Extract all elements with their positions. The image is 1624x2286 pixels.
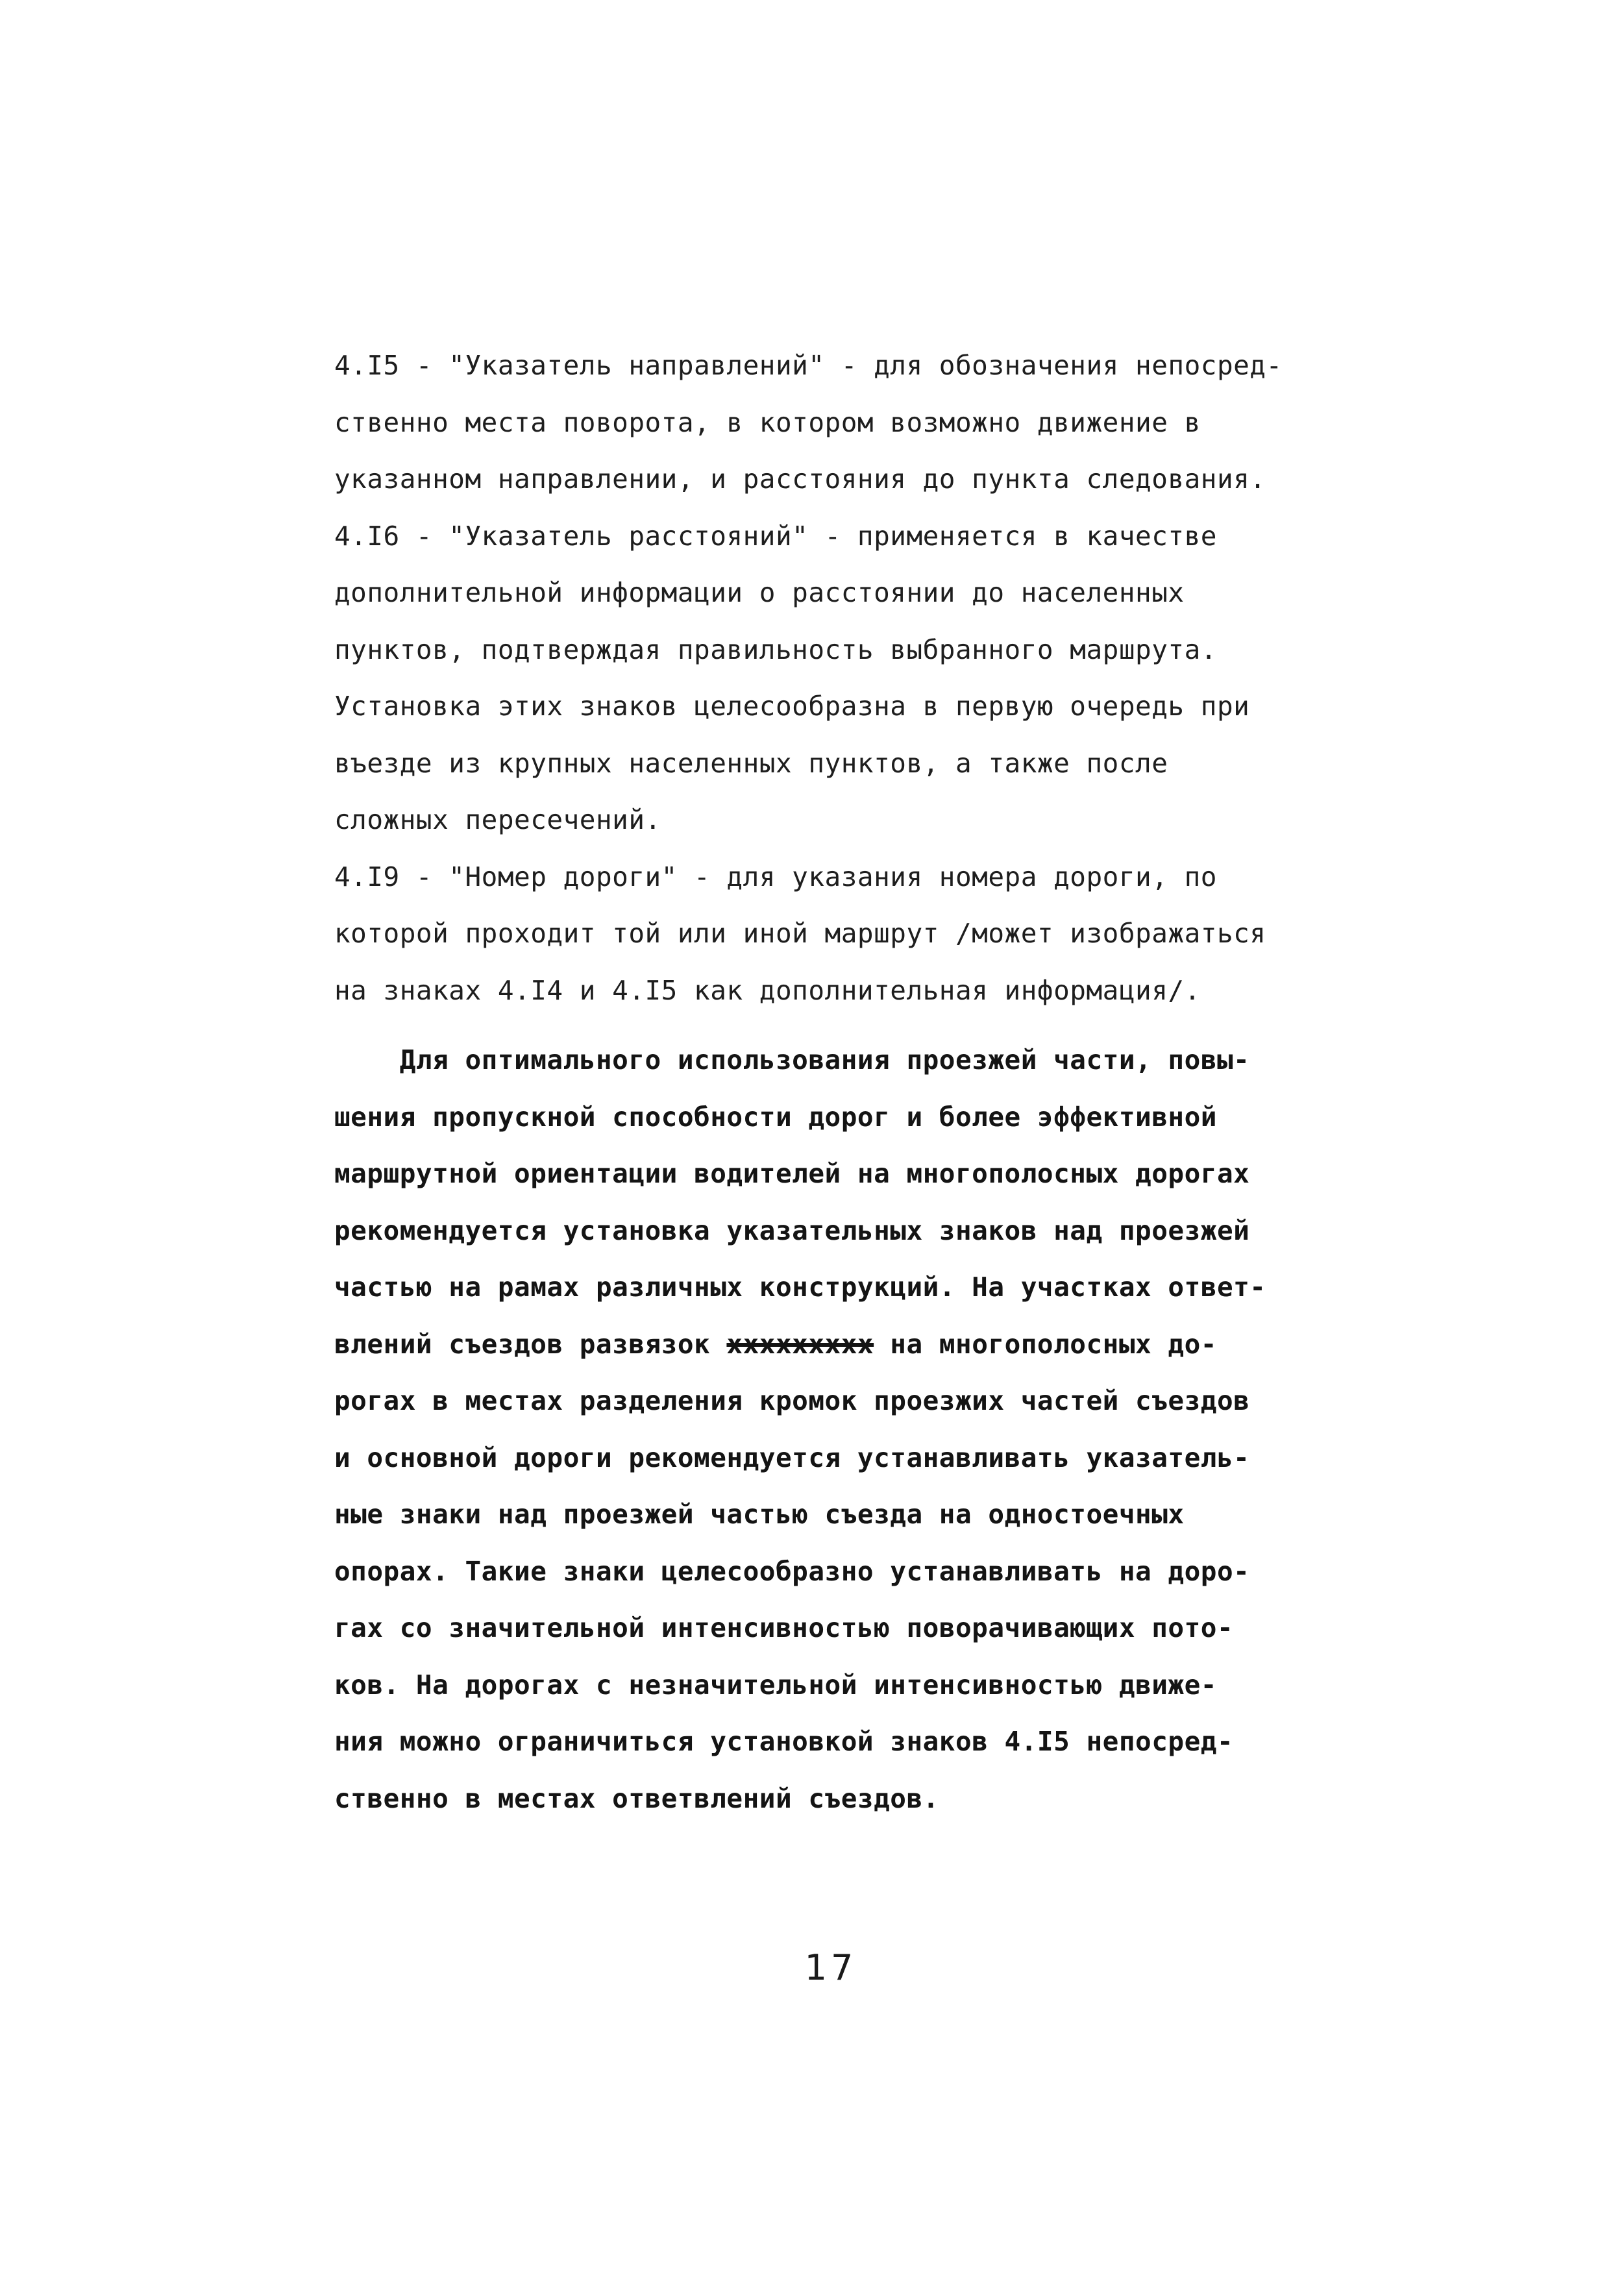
text-line: шения пропускной способности дорог и более эффективной [334, 1101, 1217, 1133]
text-line: ственно в местах ответвлений съездов. [334, 1782, 939, 1814]
text-line: указанном направлении, и расстояния до пункта следования. [334, 463, 1266, 495]
text-line: на знаках 4.I4 и 4.I5 как дополнительная информация/. [334, 974, 1201, 1006]
text-line: и основной дороги рекомендуется устанавливать указатель- [334, 1442, 1250, 1473]
text-line: въезде из крупных населенных пунктов, а также после [334, 747, 1168, 779]
text-line: рогах в местах разделения кромок проезжих частей съездов [334, 1385, 1250, 1416]
page-number: 17 [804, 1947, 857, 1988]
text-line: сложных пересечений. [334, 804, 661, 835]
text-fragment: влений съездов развязок [334, 1328, 727, 1360]
text-line: рекомендуется установка указательных знаков над проезжей [334, 1214, 1250, 1246]
text-line: ственно места поворота, в котором возможно движение в [334, 406, 1201, 438]
text-line: гах со значительной интенсивностью поворачивающих пото- [334, 1612, 1234, 1643]
text-line: пунктов, подтверждая правильность выбранного маршрута. [334, 633, 1217, 665]
text-line: опорах. Такие знаки целесообразно устанавливать на доро- [334, 1555, 1250, 1587]
text-line: ния можно ограничиться установкой знаков 4.I5 непосред- [334, 1726, 1234, 1757]
text-line: частью на рамах различных конструкций. На участках ответ- [334, 1272, 1266, 1303]
text-line: ков. На дорогах с незначительной интенсивностью движе- [334, 1669, 1217, 1701]
definitions-section [334, 338, 1360, 1019]
text-line-with-strikeout [334, 1316, 1360, 1373]
text-line: которой проходит той или иной маршрут /может изображаться [334, 918, 1266, 949]
text-line: дополнительной информации о расстоянии до населенных [334, 577, 1185, 608]
text-line: 4.I6 - "Указатель расстояний" - применяется в качестве [334, 520, 1217, 552]
text-fragment: на многополосных до- [874, 1328, 1217, 1360]
text-line: 4.I9 - "Номер дороги" - для указания номера дороги, по [334, 861, 1217, 892]
text-line: ные знаки над проезжей частью съезда на одностоечных [334, 1499, 1185, 1530]
text-line: Установка этих знаков целесообразна в первую очередь при [334, 691, 1250, 722]
recommendation-paragraph [334, 1032, 1360, 1827]
text-line: 4.I5 - "Указатель направлений" - для обозначения непосред- [334, 350, 1283, 381]
text-line: Для оптимального использования проезжей части, повы- [334, 1044, 1250, 1075]
text-line: маршрутной ориентации водителей на многополосных дорогах [334, 1158, 1250, 1189]
struck-out-text: xxxxxxxxx [726, 1328, 874, 1360]
